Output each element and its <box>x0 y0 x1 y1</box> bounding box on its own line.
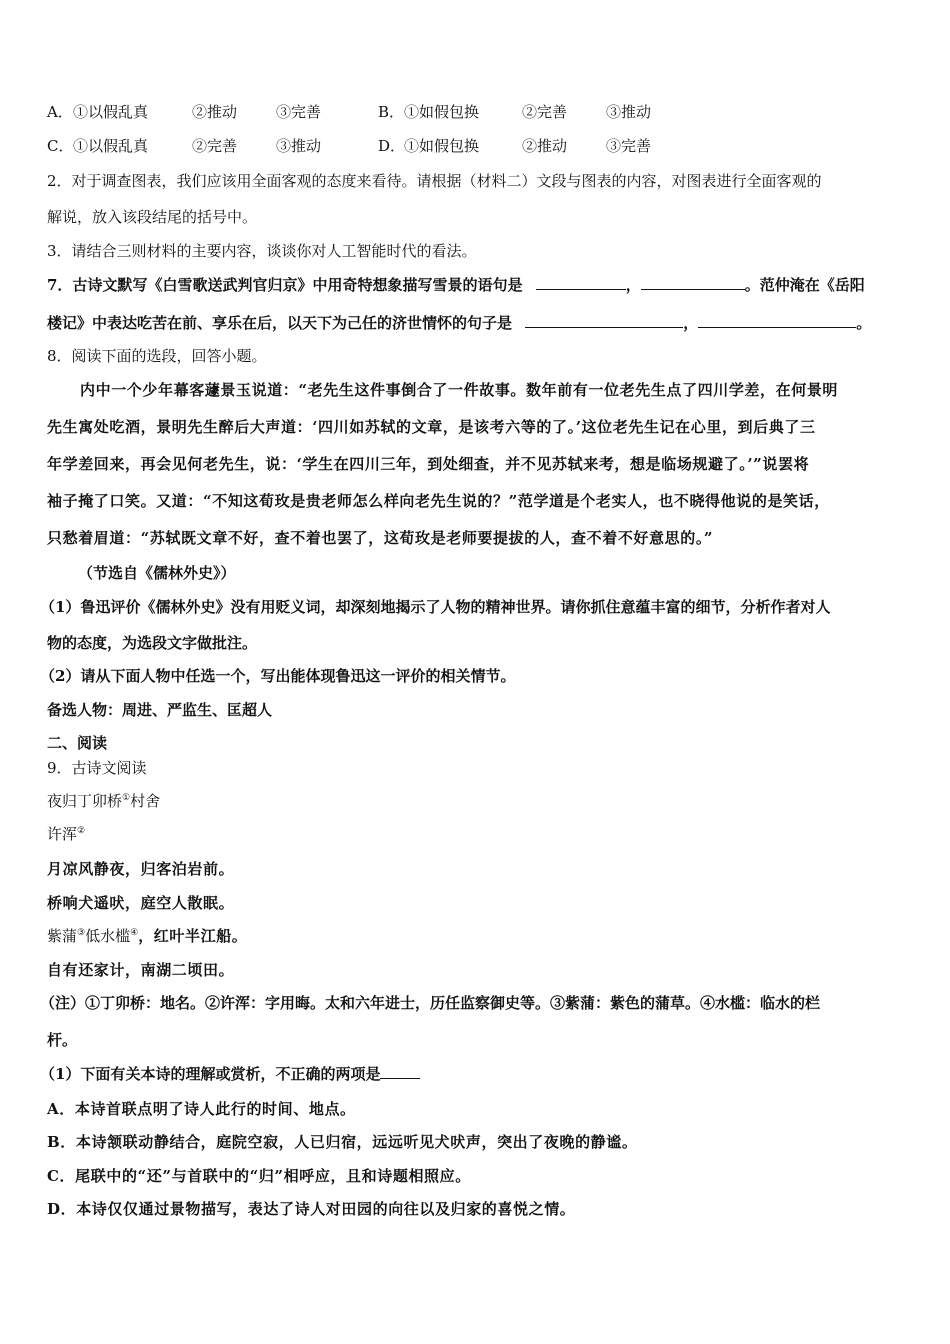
option-b-choice-1: ①如假包换 <box>404 103 480 121</box>
option-d-choice-1: ①如假包换 <box>404 137 480 155</box>
annotation-line-2: 杆。 <box>47 1031 78 1049</box>
section-heading: 二、阅读 <box>47 734 108 752</box>
choice-a: A．本诗首联点明了诗人此行的时间、地点。 <box>47 1100 356 1118</box>
question-2-line-2: 解说，放入该段结尾的括号中。 <box>47 208 258 226</box>
annotation-line-1: （注）①丁卯桥：地名。②许浑：字用晦。太和六年进士，历任监察御史等。③紫蒲：紫色的蒲草。④水槛：临水的栏 <box>40 994 821 1012</box>
verse-3-part-1: 紫蒲 <box>47 927 78 945</box>
passage-line-1: 内中一个少年幕客蘧景玉说道：“老先生这件事倒合了一件故事。数年前有一位老先生点了四川学差，在何景明 <box>80 381 839 399</box>
author-name: 许浑 <box>47 825 78 843</box>
choice-c: C．尾联中的“还”与首联中的“归”相呼应，且和诗题相照应。 <box>47 1167 471 1185</box>
passage-line-2: 先生寓处吃酒，景明先生醉后大声道：‘四川如苏轼的文章，是该考六等的了。’这位老先生记在心里，到后典了三 <box>47 418 816 436</box>
passage-line-5: 只愁着眉道：“苏轼既文章不好，查不着也罢了，这荀玫是老师要提拔的人，查不着不好意思的。” <box>47 529 714 547</box>
footnote-marker-4: ④ <box>130 928 139 938</box>
option-b-choice-3: ③推动 <box>606 103 652 121</box>
question-7-line-1 <box>47 275 865 295</box>
poem-title <box>47 791 160 811</box>
footnote-marker-3: ③ <box>77 928 86 938</box>
answer-blank-5[interactable] <box>380 1066 420 1079</box>
option-a-choice-2: ②推动 <box>192 103 238 121</box>
answer-blank-3[interactable] <box>525 313 683 328</box>
choice-d: D．本诗仅仅通过景物描写，表达了诗人对田园的向往以及归家的喜悦之情。 <box>47 1200 576 1218</box>
answer-blank-2[interactable] <box>641 275 745 290</box>
blank-comma-1: ， <box>625 276 641 294</box>
question-3: 3．请结合三则材料的主要内容，谈谈你对人工智能时代的看法。 <box>47 242 477 260</box>
poem-author <box>47 824 85 844</box>
passage-source: （节选自《儒林外史》） <box>78 564 236 582</box>
option-c-choice-2: ②完善 <box>192 137 238 155</box>
question-7-prompt-2: 楼记》中表达吃苦在前、享乐在后，以天下为己任的济世情怀的句子是 <box>47 314 513 332</box>
answer-blank-4[interactable] <box>698 313 856 328</box>
question-9-sub-1-text: （1）下面有关本诗的理解或赏析，不正确的两项是 <box>40 1065 381 1083</box>
choice-b: B．本诗颔联动静结合，庭院空寂，人已归宿，远远听见犬吠声，突出了夜晚的静谧。 <box>47 1133 638 1151</box>
option-d-choice-3: ③完善 <box>606 137 652 155</box>
question-2-line-1: 2．对于调查图表，我们应该用全面客观的态度来看待。请根据（材料二）文段与图表的内容，对图表进行全面客观的 <box>47 172 822 190</box>
blank-comma-2: ， <box>683 314 699 332</box>
answer-blank-1[interactable] <box>536 275 626 290</box>
option-a-choice-1: ①以假乱真 <box>73 103 149 121</box>
option-d-choice-2: ②推动 <box>522 137 568 155</box>
poem-verse-1: 月凉风静夜，归客泊岩前。 <box>47 860 235 878</box>
candidate-characters: 备选人物：周进、严监生、匡超人 <box>47 701 273 719</box>
option-b-letter: B． <box>378 103 405 121</box>
question-7-line-2 <box>47 313 871 333</box>
poem-verse-4: 自有还家计，南湖二顷田。 <box>47 961 235 979</box>
verse-3-part-3: ，红叶半江船。 <box>138 927 248 945</box>
question-9-title: 9．古诗文阅读 <box>47 759 147 777</box>
option-b-choice-2: ②完善 <box>522 103 568 121</box>
option-c-letter: C． <box>47 137 74 155</box>
option-a-choice-3: ③完善 <box>276 103 322 121</box>
question-8-sub-1-line-2: 物的态度，为选段文字做批注。 <box>47 634 258 652</box>
footnote-marker-1: ① <box>122 793 131 803</box>
question-9-sub-1 <box>40 1064 420 1084</box>
question-7-prompt-1: 7．古诗文默写《白雪歌送武判官归京》中用奇特想象描写雪景的语句是 <box>47 276 523 294</box>
question-8-title: 8．阅读下面的选段，回答小题。 <box>47 347 267 365</box>
passage-line-3: 年学差回来，再会见何老先生，说：‘学生在四川三年，到处细查，并不见苏轼来考，想是临场规避了。’”说罢将 <box>47 455 810 473</box>
verse-3-part-2: 低水槛 <box>85 927 131 945</box>
poem-verse-2: 桥响犬遥吠，庭空人散眠。 <box>47 894 235 912</box>
poem-title-text-1: 夜归丁卯桥 <box>47 792 123 810</box>
footnote-marker-2: ② <box>77 826 86 836</box>
option-c-choice-3: ③推动 <box>276 137 322 155</box>
question-8-sub-2: （2）请从下面人物中任选一个，写出能体现鲁迅这一评价的相关情节。 <box>40 667 516 685</box>
question-8-sub-1-line-1: （1）鲁迅评价《儒林外史》没有用贬义词，却深刻地揭示了人物的精神世界。请你抓住意蕴丰富的细节，分析作者对人 <box>40 598 831 616</box>
option-d-letter: D． <box>378 137 406 155</box>
question-7-prompt-2-end: 。 <box>856 314 872 332</box>
poem-verse-3 <box>47 926 247 946</box>
poem-title-text-2: 村舍 <box>130 792 161 810</box>
option-c-choice-1: ①以假乱真 <box>73 137 149 155</box>
question-7-prompt-1-end: 。范仲淹在《岳阳 <box>744 276 865 294</box>
passage-line-4: 袖子掩了口笑。又道：“不知这荀玫是贵老师怎么样向老先生说的？”范学道是个老实人，也不晓得他说的是笑话， <box>47 492 830 510</box>
option-a-letter: A． <box>47 103 73 121</box>
